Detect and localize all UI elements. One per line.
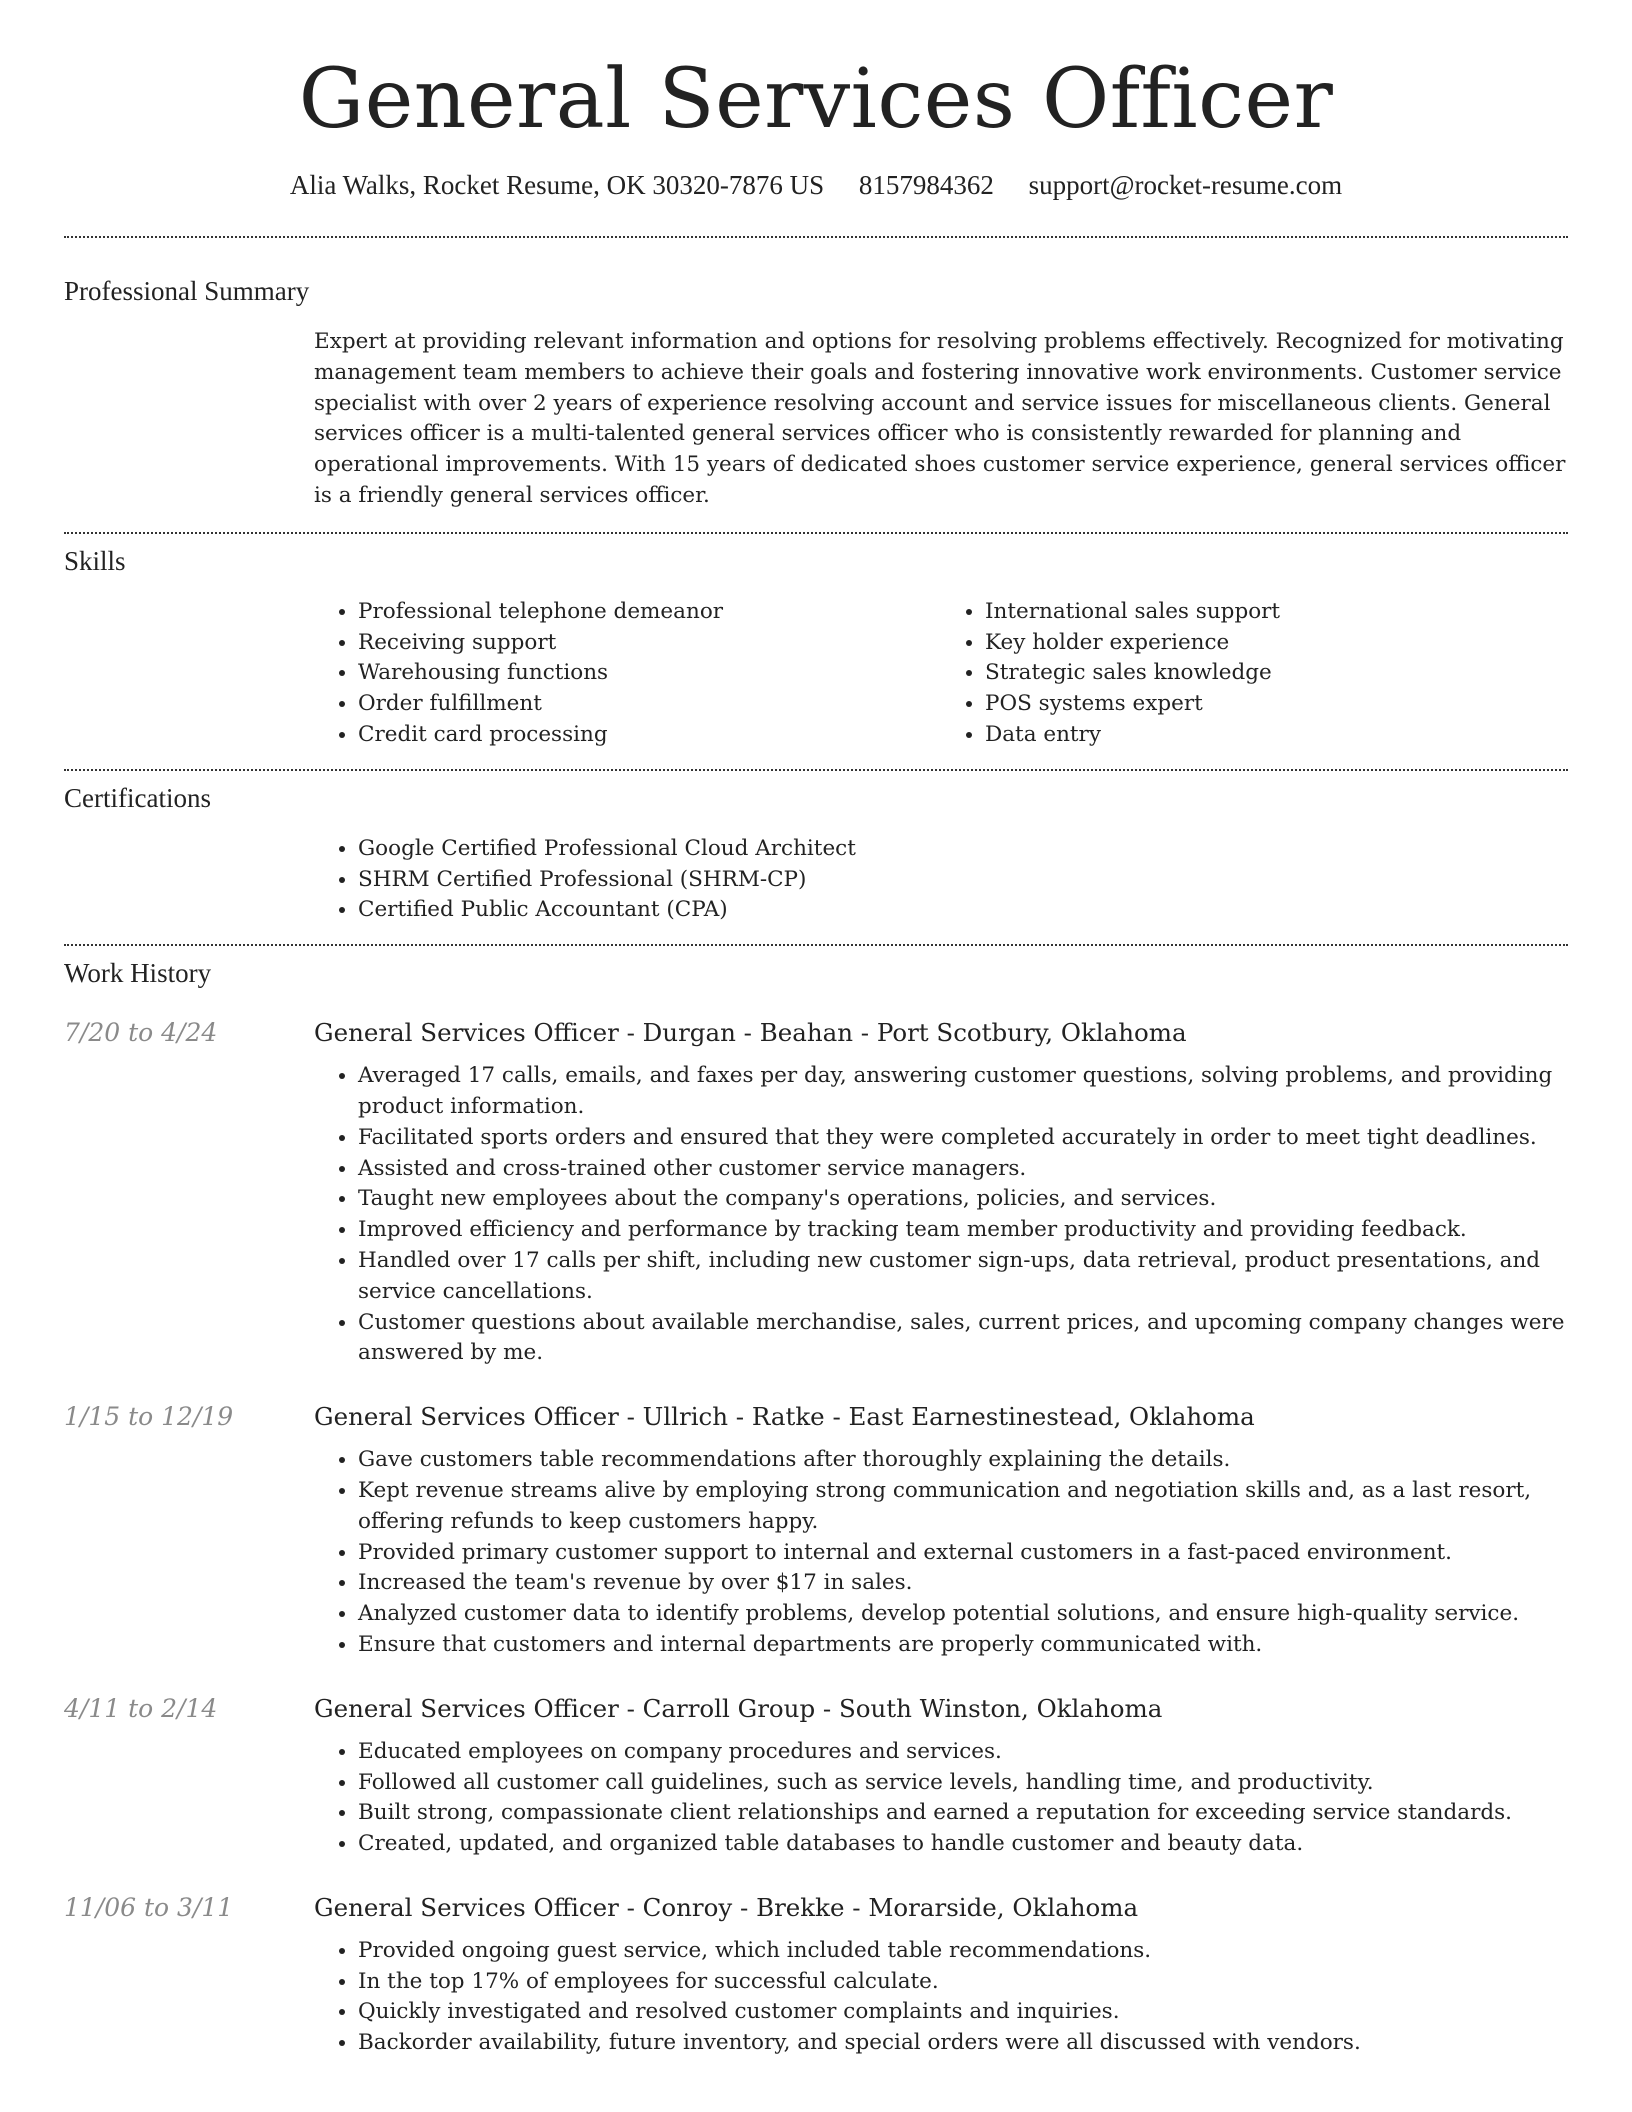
contact-address: Alia Walks, Rocket Resume, OK 30320-7876 US bbox=[289, 170, 825, 200]
job-bullet: • Built strong, compassionate client relationships and earned a reputation for exceeding service standards. bbox=[358, 1798, 1568, 1829]
job-dates: 7/20 to 4/24 bbox=[64, 1018, 218, 1048]
job-bullet: • Ensure that customers and internal departments are properly communicated with. bbox=[358, 1630, 1568, 1661]
summary-text: Expert at providing relevant information and options for resolving problems effectively. Recognized for motivating management team members to achieve their goals and fostering innovative work environments. Customer service specialist with over 2 years of experience resolving account and service issues for miscellaneous clients. General services officer is a multi-talented general services officer who is consistently rewarded for planning and operational improvements. With 15 years of dedicated shoes customer service experience, general services officer is a friendly general services officer. bbox=[314, 329, 1566, 508]
skills-list-left bbox=[314, 597, 941, 751]
job-bullet: • Assisted and cross-trained other customer service managers. bbox=[358, 1154, 1568, 1185]
work-history-section bbox=[64, 946, 1568, 2059]
skill-item: • International sales support bbox=[985, 597, 1568, 628]
job-entry bbox=[64, 1399, 1568, 1661]
job-bullet: • Handled over 17 calls per shift, including new customer sign-ups, data retrieval, product presentations, and service cancellations. bbox=[358, 1246, 1568, 1308]
job-bullet: • Gave customers table recommendations after thoroughly explaining the details. bbox=[358, 1445, 1568, 1476]
job-bullet: • Quickly investigated and resolved customer complaints and inquiries. bbox=[358, 1997, 1568, 2028]
job-entry bbox=[64, 1691, 1568, 1860]
job-bullet: • Improved efficiency and performance by tracking team member productivity and providing feedback. bbox=[358, 1215, 1568, 1246]
skills-list-right bbox=[941, 597, 1568, 751]
section-title-work-history: Work History bbox=[64, 958, 212, 989]
resume-name-heading: General Services Officer bbox=[298, 52, 1334, 147]
job-bullet: • Customer questions about available merchandise, sales, current prices, and upcoming company changes were answered by me. bbox=[358, 1308, 1568, 1370]
job-title: General Services Officer - Durgan - Beahan - Port Scotbury, Oklahoma bbox=[314, 1018, 1187, 1048]
section-title-certifications: Certifications bbox=[64, 782, 211, 813]
job-bullet: • Increased the team's revenue by over $17 in sales. bbox=[358, 1568, 1568, 1599]
job-bullets bbox=[314, 1936, 1568, 2059]
job-title: General Services Officer - Conroy - Brekke - Morarside, Oklahoma bbox=[314, 1892, 1139, 1922]
section-title-summary: Professional Summary bbox=[64, 276, 310, 306]
job-bullet: • Analyzed customer data to identify problems, develop potential solutions, and ensure high-quality service. bbox=[358, 1599, 1568, 1630]
certifications-list bbox=[314, 834, 1568, 926]
skill-item: • Data entry bbox=[985, 720, 1568, 751]
summary-section bbox=[64, 238, 1568, 512]
section-title-skills: Skills bbox=[64, 545, 126, 576]
skill-item: • Professional telephone demeanor bbox=[358, 597, 941, 628]
job-bullet: • Taught new employees about the company's operations, policies, and services. bbox=[358, 1184, 1568, 1215]
skill-item: • POS systems expert bbox=[985, 689, 1568, 720]
job-entry bbox=[64, 1890, 1568, 2059]
job-bullet: • Provided primary customer support to internal and external customers in a fast-paced environment. bbox=[358, 1538, 1568, 1569]
job-bullets bbox=[314, 1061, 1568, 1369]
job-bullet: • Followed all customer call guidelines, such as service levels, handling time, and productivity. bbox=[358, 1768, 1568, 1799]
certification-item: • Certified Public Accountant (CPA) bbox=[358, 895, 1568, 926]
certification-item: • SHRM Certified Professional (SHRM-CP) bbox=[358, 865, 1568, 896]
certifications-section bbox=[64, 771, 1568, 926]
job-bullet: • Kept revenue streams alive by employing strong communication and negotiation skills and, as a last resort, offering refunds to keep customers happy. bbox=[358, 1476, 1568, 1538]
skill-item: • Order fulfillment bbox=[358, 689, 941, 720]
job-bullets bbox=[314, 1737, 1568, 1860]
job-bullet: • Backorder availability, future inventory, and special orders were all discussed with vendors. bbox=[358, 2028, 1568, 2059]
contact-line bbox=[64, 168, 1568, 202]
job-bullets bbox=[314, 1445, 1568, 1661]
job-bullet: • Provided ongoing guest service, which included table recommendations. bbox=[358, 1936, 1568, 1967]
job-entry bbox=[64, 1015, 1568, 1369]
skill-item: • Key holder experience bbox=[985, 628, 1568, 659]
job-bullet: • Created, updated, and organized table databases to handle customer and beauty data. bbox=[358, 1829, 1568, 1860]
skills-section bbox=[64, 534, 1568, 751]
contact-phone: 8157984362 bbox=[858, 170, 994, 200]
job-dates: 11/06 to 3/11 bbox=[64, 1892, 234, 1922]
skill-item: • Receiving support bbox=[358, 628, 941, 659]
job-dates: 4/11 to 2/14 bbox=[64, 1693, 218, 1723]
skill-item: • Credit card processing bbox=[358, 720, 941, 751]
job-dates: 1/15 to 12/19 bbox=[64, 1402, 234, 1432]
job-title: General Services Officer - Carroll Group - South Winston, Oklahoma bbox=[314, 1693, 1163, 1723]
job-title: General Services Officer - Ullrich - Ratke - East Earnestinestead, Oklahoma bbox=[314, 1402, 1255, 1432]
skill-item: • Strategic sales knowledge bbox=[985, 658, 1568, 689]
skill-item: • Warehousing functions bbox=[358, 658, 941, 689]
contact-email: support@rocket-resume.com bbox=[1028, 170, 1343, 200]
job-bullet: • Facilitated sports orders and ensured that they were completed accurately in order to meet tight deadlines. bbox=[358, 1123, 1568, 1154]
job-bullet: • Educated employees on company procedures and services. bbox=[358, 1737, 1568, 1768]
job-bullet: • Averaged 17 calls, emails, and faxes per day, answering customer questions, solving problems, and providing product information. bbox=[358, 1061, 1568, 1123]
job-bullet: • In the top 17% of employees for successful calculate. bbox=[358, 1967, 1568, 1998]
certification-item: • Google Certified Professional Cloud Architect bbox=[358, 834, 1568, 865]
